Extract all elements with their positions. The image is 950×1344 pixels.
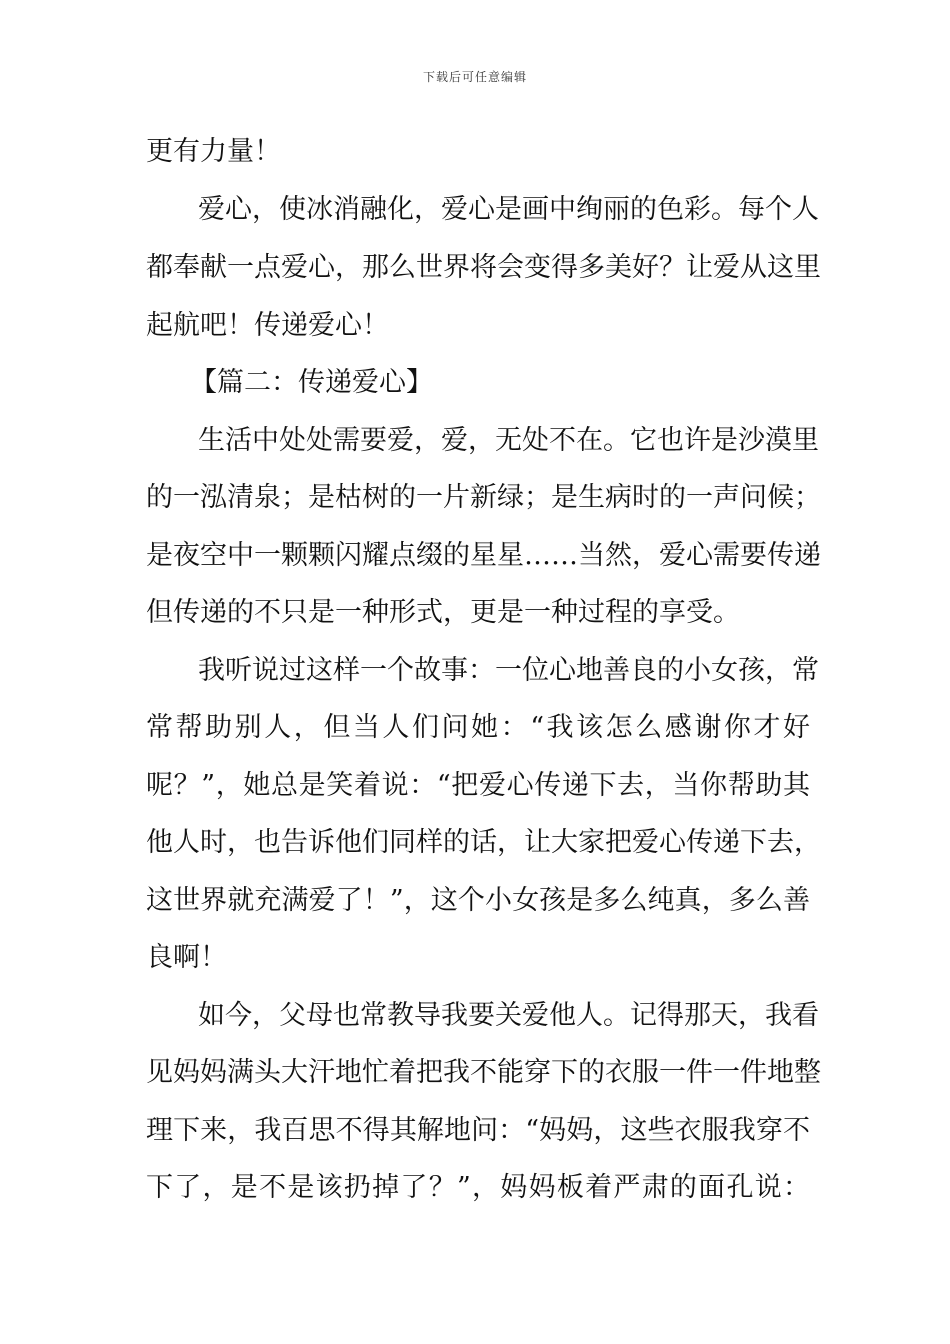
text-line: 我听说过这样一个故事：一位心地善良的小女孩，常 (198, 655, 819, 686)
text-line: 但传递的不只是一种形式，更是一种过程的享受。 (146, 597, 740, 628)
text-line: 起航吧！传递爱心！ (146, 310, 389, 341)
section-heading: 【篇二：传递爱心】 (190, 367, 433, 398)
text-line: 常帮助别人，但当人们问她：“我该怎么感谢你才好 (146, 712, 810, 743)
text-line: 是夜空中一颗颗闪耀点缀的星星……当然，爱心需要传递 (146, 540, 821, 571)
text-line: 这世界就充满爱了！”，这个小女孩是多么纯真，多么善 (146, 885, 810, 916)
text-line: 呢？”，她总是笑着说：“把爱心传递下去，当你帮助其 (146, 770, 810, 801)
text-line: 良啊！ (146, 942, 227, 973)
text-line: 如今，父母也常教导我要关爱他人。记得那天，我看 (198, 1000, 819, 1031)
text-line: 爱心，使冰消融化，爱心是画中绚丽的色彩。每个人 (198, 194, 819, 225)
page-header-note: 下载后可任意编辑 (422, 70, 527, 84)
text-line: 理下来，我百思不得其解地问：“妈妈，这些衣服我穿不 (146, 1115, 810, 1146)
text-line: 更有力量！ (146, 136, 281, 167)
text-line: 都奉献一点爱心，那么世界将会变得多美好？让爱从这里 (146, 252, 821, 283)
text-line: 生活中处处需要爱，爱，无处不在。它也许是沙漠里 (198, 425, 819, 456)
text-line: 的一泓清泉；是枯树的一片新绿；是生病时的一声问候； (146, 482, 821, 513)
text-line: 他人时，也告诉他们同样的话，让大家把爱心传递下去， (146, 827, 821, 858)
text-line: 下了，是不是该扔掉了？”，妈妈板着严肃的面孔说： (146, 1172, 810, 1203)
text-line: 见妈妈满头大汗地忙着把我不能穿下的衣服一件一件地整 (146, 1057, 821, 1088)
